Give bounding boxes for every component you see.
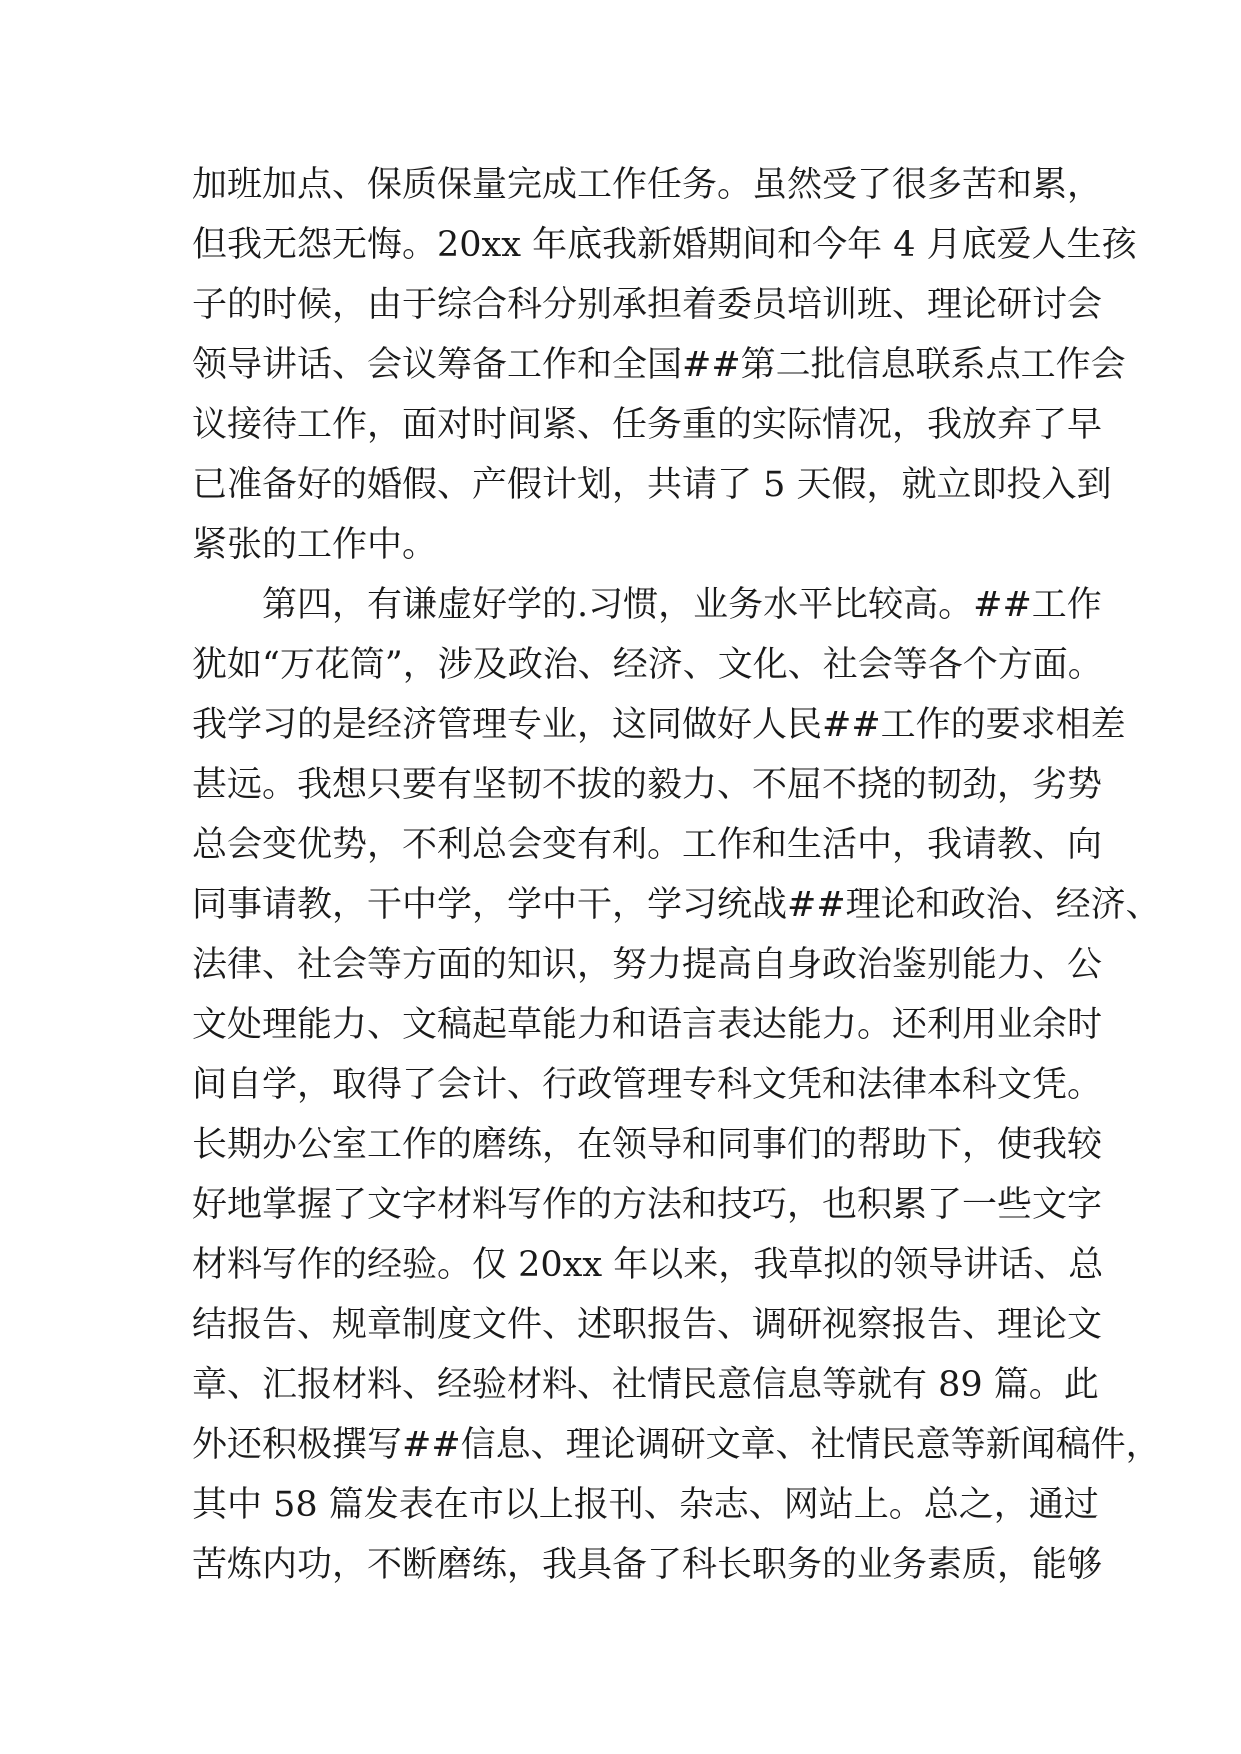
text-line: 紧张的工作中。 (192, 525, 438, 565)
text-line: 加班加点、保质保量完成工作任务。虽然受了很多苦和累， (192, 165, 1103, 205)
text-line: 已准备好的婚假、产假计划，共请了 5 天假，就立即投入到 (192, 465, 1112, 505)
text-line: 间自学，取得了会计、行政管理专科文凭和法律本科文凭。 (192, 1065, 1103, 1105)
text-line: 好地掌握了文字材料写作的方法和技巧，也积累了一些文字 (192, 1185, 1103, 1225)
text-line: 长期办公室工作的磨练，在领导和同事们的帮助下，使我较 (192, 1125, 1103, 1165)
text-line: 我学习的是经济管理专业，这同做好人民##工作的要求相差 (192, 705, 1126, 745)
text-line: 但我无怨无悔。20xx 年底我新婚期间和今年 4 月底爱人生孩 (192, 225, 1137, 265)
text-line: 其中 58 篇发表在市以上报刊、杂志、网站上。总之，通过 (192, 1485, 1099, 1525)
text-line: 子的时候，由于综合科分别承担着委员培训班、理论研讨会 (192, 285, 1103, 325)
text-line: 甚远。我想只要有坚韧不拔的毅力、不屈不挠的韧劲，劣势 (192, 765, 1103, 805)
text-line: 结报告、规章制度文件、述职报告、调研视察报告、理论文 (192, 1305, 1103, 1345)
text-line: 总会变优势，不利总会变有利。工作和生活中，我请教、向 (192, 825, 1103, 865)
text-line: 文处理能力、文稿起草能力和语言表达能力。还利用业余时 (192, 1005, 1103, 1045)
paragraph-first-line: 第四，有谦虚好学的.习惯，业务水平比较高。##工作 (262, 585, 1102, 625)
body-text (192, 155, 1161, 1595)
text-line: 同事请教，干中学，学中干，学习统战##理论和政治、经济、 (192, 885, 1161, 925)
text-line: 苦炼内功，不断磨练，我具备了科长职务的业务素质，能够 (192, 1545, 1103, 1585)
text-line: 领导讲话、会议筹备工作和全国##第二批信息联系点工作会 (192, 345, 1126, 385)
text-line: 犹如“万花筒”，涉及政治、经济、文化、社会等各个方面。 (192, 645, 1103, 685)
text-line: 议接待工作，面对时间紧、任务重的实际情况，我放弃了早 (192, 405, 1103, 445)
text-line: 材料写作的经验。仅 20xx 年以来，我草拟的领导讲话、总 (192, 1245, 1104, 1285)
text-line: 外还积极撰写##信息、理论调研文章、社情民意等新闻稿件， (192, 1425, 1161, 1465)
text-line: 法律、社会等方面的知识，努力提高自身政治鉴别能力、公 (192, 945, 1103, 985)
text-line: 章、汇报材料、经验材料、社情民意信息等就有 89 篇。此 (192, 1365, 1099, 1405)
